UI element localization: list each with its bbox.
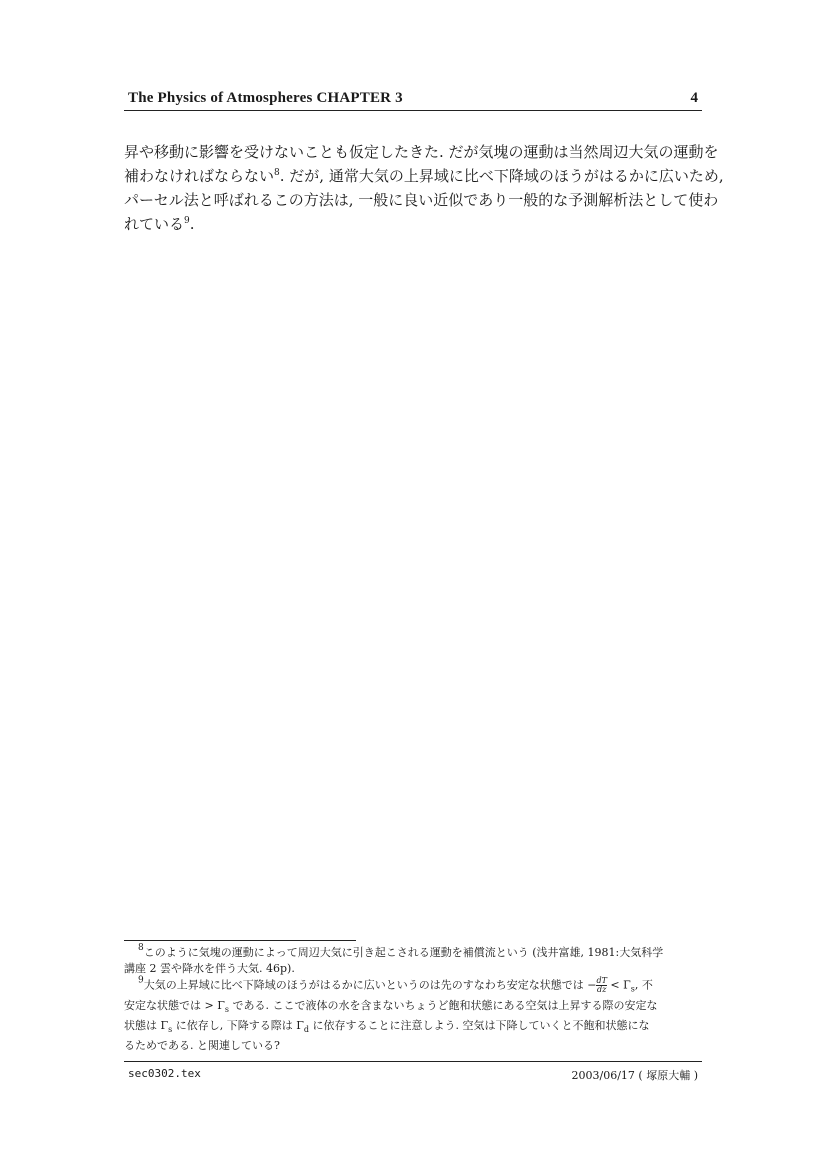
running-footer: [124, 1061, 702, 1084]
footnote-9-text-3c: に依存することに注意しよう. 空気は下降していくと不飽和状態にな: [309, 1018, 650, 1032]
fraction-dT-dz: [596, 977, 606, 994]
footnote-9-text-1b: < Γ: [606, 978, 631, 992]
footnote-8-line-1: [124, 945, 704, 961]
body-line-2: [124, 164, 724, 188]
footnote-ref-9: 9: [184, 216, 190, 226]
footnote-9-line-3: [124, 1018, 704, 1038]
body-line-1: 昇や移動に影響を受けないことも仮定したきた. だが気塊の運動は当然周辺大気の運動を: [124, 143, 719, 161]
footnote-9-text-1c: , 不: [634, 978, 653, 992]
fraction-numerator: dT: [596, 976, 607, 985]
footnote-9-line-1: [124, 977, 704, 998]
footer-date-author: 2003/06/17 ( 塚原大輔 ): [571, 1069, 698, 1082]
footnote-9-text-3a: 状態は Γ: [124, 1018, 169, 1032]
footnote-9-text-2b: である. ここで液体の水を含まないちょうど飽和状態にある空気は上昇する際の安定な: [228, 998, 658, 1012]
running-header: [124, 90, 702, 111]
footnote-rule: [124, 940, 356, 941]
header-title: The Physics of Atmospheres CHAPTER 3: [128, 90, 403, 106]
body-line-3: パーセル法と呼ばれるこの方法は, 一般に良い近似であり一般的な予測解析法として使わ: [124, 191, 719, 209]
footnote-8-text-1: このように気塊の運動によって周辺大気に引き起こされる運動を補償流という (浅井富雄, 1981:大気科学: [143, 946, 664, 959]
footnote-9-sub-d: d: [303, 1025, 309, 1035]
body-line-2-text-cont: . だが, 通常大気の上昇域に比べ下降域のほうがはるかに広いため,: [279, 167, 724, 185]
body-paragraph: [124, 140, 724, 236]
page-number: 4: [690, 90, 698, 106]
footnote-9-text-1a: 大気の上昇域に比べ下降域のほうがはるかに広いというのは先のすなわち安定な状態では −: [143, 978, 597, 992]
footnote-9-text-2a: 安定な状態では > Γ: [124, 998, 225, 1012]
footnote-9-mark: 9: [138, 975, 144, 986]
footnote-9-text-3b: に依存し, 下降する際は Γ: [172, 1018, 304, 1032]
body-line-2-text: 補わなければならない: [124, 167, 275, 185]
fraction-denominator: dz: [597, 985, 607, 994]
footnote-9-line-2: [124, 998, 704, 1018]
footnote-9-line-4: るためである. と関連している?: [124, 1039, 280, 1053]
footnote-9-sub-s2: s: [224, 1004, 229, 1014]
body-line-4-period: .: [189, 215, 195, 233]
body-line-4: [124, 212, 704, 236]
footnote-8-mark: 8: [138, 943, 144, 953]
footnote-9-sub-s1: s: [630, 984, 635, 994]
body-line-4-text: れている: [124, 215, 185, 233]
footnote-9-sub-s3: s: [168, 1025, 173, 1035]
footnotes: [124, 945, 704, 1054]
footnote-8-line-2: 講座 2 雲や降水を伴う大気. 46p).: [124, 962, 295, 975]
footnote-ref-8: 8: [274, 168, 280, 178]
footer-filename: sec0302.tex: [128, 1067, 201, 1080]
